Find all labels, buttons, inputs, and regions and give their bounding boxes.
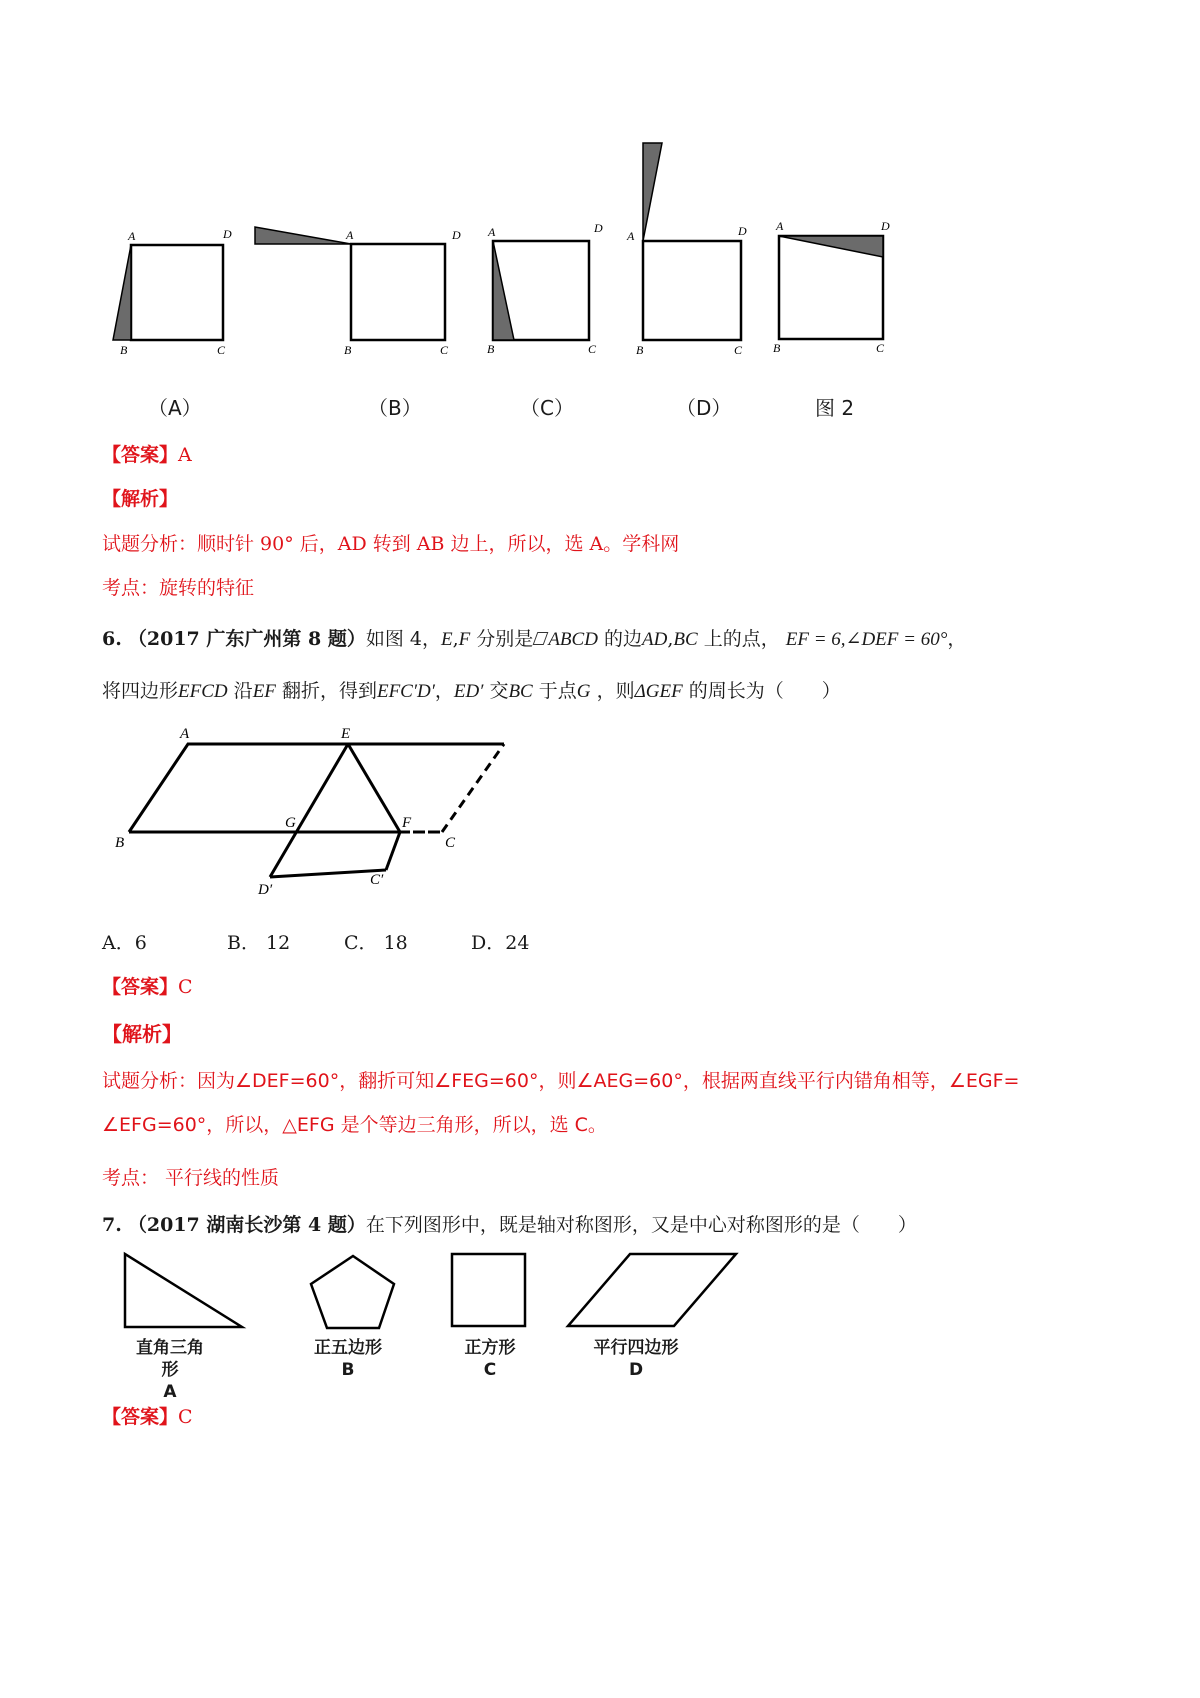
- segment-EF: [348, 744, 400, 832]
- q6-stem-line1: 6. （2017 广东广州第 8 题）如图 4，E,F 分别是 ABCD 的边AD,BC 上的点， EF = 6,∠DEF = 60°，: [102, 628, 967, 650]
- caption-d: （D）: [676, 396, 732, 420]
- question-source: （2017 广东广州第 8 题）: [127, 628, 366, 650]
- fold-figure: [105, 722, 525, 902]
- right-triangle-shape: [125, 1254, 242, 1327]
- question-source: （2017 湖南长沙第 4 题）: [127, 1214, 366, 1236]
- label-c-C: C: [588, 342, 597, 356]
- label-b-B: B: [344, 343, 352, 357]
- q6-answer-line: 【答案】C: [102, 976, 193, 998]
- label-Dprime: D′: [258, 882, 273, 898]
- label-b-D: D: [452, 228, 461, 242]
- label-d-C: C: [734, 343, 743, 357]
- choice-c: C． 18: [344, 932, 408, 954]
- caption-c: （C）: [520, 396, 574, 420]
- q5-answer-line: [102, 440, 192, 467]
- label-d-A: A: [627, 229, 635, 243]
- caption-fig2: 图 2: [815, 396, 855, 420]
- shape-caption-a: 直角三角形 A: [136, 1338, 204, 1402]
- label-d-D: D: [738, 224, 747, 238]
- q6-kaodian: 考点： 平行线的性质: [102, 1167, 280, 1189]
- label-A: A: [180, 726, 190, 742]
- label-c-B: B: [487, 342, 495, 356]
- q5-analysis: 试题分析：顺时针 90° 后，AD 转到 AB 边上，所以，选 A。学科网: [102, 533, 680, 555]
- label-E: E: [341, 726, 351, 742]
- shaded-triangle-d: [643, 143, 662, 241]
- square-d: [643, 241, 741, 340]
- label-c-D: D: [594, 221, 603, 235]
- rotation-figures: [100, 140, 920, 370]
- q6-choices: [102, 928, 529, 955]
- label-Cprime: C′: [370, 872, 384, 888]
- square-shape: [452, 1254, 525, 1326]
- label-b-C: C: [440, 343, 449, 357]
- parallelogram-symbol: [533, 632, 549, 645]
- q5-analysis-tag: 【解析】: [102, 488, 179, 510]
- choice-b: B． 12: [227, 932, 291, 954]
- shape-caption-b: 正五边形 B: [314, 1338, 382, 1380]
- shapes-figure: [100, 1248, 740, 1338]
- q7-stem: 7. （2017 湖南长沙第 4 题）在下列图形中，既是轴对称图形，又是中心对称图形的是（ ）: [102, 1214, 917, 1236]
- label-C: C: [445, 835, 456, 851]
- q6-stem-line2: 将四边形EFCD 沿EF 翻折，得到EFC′D′，ED′ 交BC 于点G ，则ΔGEF 的周长为（ ）: [102, 680, 841, 702]
- label-a-D: D: [223, 227, 232, 241]
- segment-FC': [386, 832, 400, 870]
- q6-analysis-tag: 【解析】: [102, 1022, 182, 1046]
- choice-a: A．6: [102, 932, 147, 954]
- label-a-C: C: [217, 343, 226, 357]
- shaded-triangle-a: [113, 245, 131, 340]
- label-f2-B: B: [773, 341, 781, 355]
- shape-caption-d: 平行四边形 D: [593, 1338, 679, 1380]
- pentagon-shape: [311, 1256, 394, 1328]
- answer-tag: 【答案】: [102, 444, 179, 466]
- caption-b: （B）: [368, 396, 422, 420]
- question-number: 7.: [102, 1214, 122, 1236]
- q7-answer-line: 【答案】C: [102, 1406, 193, 1428]
- label-G: G: [285, 815, 296, 831]
- label-B: B: [115, 835, 125, 851]
- caption-a: （A）: [148, 396, 202, 420]
- label-c-A: A: [488, 225, 496, 239]
- question-number: 6.: [102, 628, 122, 650]
- label-d-B: B: [636, 343, 644, 357]
- label-f2-D: D: [881, 219, 890, 233]
- shaded-triangle-c: [493, 241, 514, 340]
- shape-caption-c: 正方形 C: [464, 1338, 516, 1380]
- q6-analysis-line2: ∠EFG=60°，所以，△EFG 是个等边三角形，所以，选 C。: [102, 1114, 607, 1136]
- segment-C'D': [270, 870, 386, 877]
- label-f2-A: A: [776, 219, 784, 233]
- parallelogram-shape: [568, 1254, 736, 1326]
- label-F: F: [402, 815, 412, 831]
- square-b: [351, 244, 445, 340]
- parallelogram-top: [129, 744, 504, 832]
- q5-kaodian: 考点：旋转的特征: [102, 577, 255, 599]
- shaded-triangle-b: [255, 227, 351, 244]
- label-b-A: A: [346, 228, 354, 242]
- label-f2-C: C: [876, 341, 885, 355]
- label-a-A: A: [128, 229, 136, 243]
- segment-FD-dashed: [442, 744, 504, 832]
- label-a-B: B: [120, 343, 128, 357]
- shaded-triangle-fig2: [779, 236, 883, 257]
- square-a: [131, 245, 223, 340]
- segment-ED': [270, 744, 348, 877]
- answer-value: A: [178, 444, 192, 466]
- q6-analysis-line1: 试题分析：因为∠DEF=60°，翻折可知∠FEG=60°，则∠AEG=60°，根据两直线平行内错角相等，∠EGF=: [102, 1070, 1020, 1092]
- choice-d: D．24: [471, 932, 530, 954]
